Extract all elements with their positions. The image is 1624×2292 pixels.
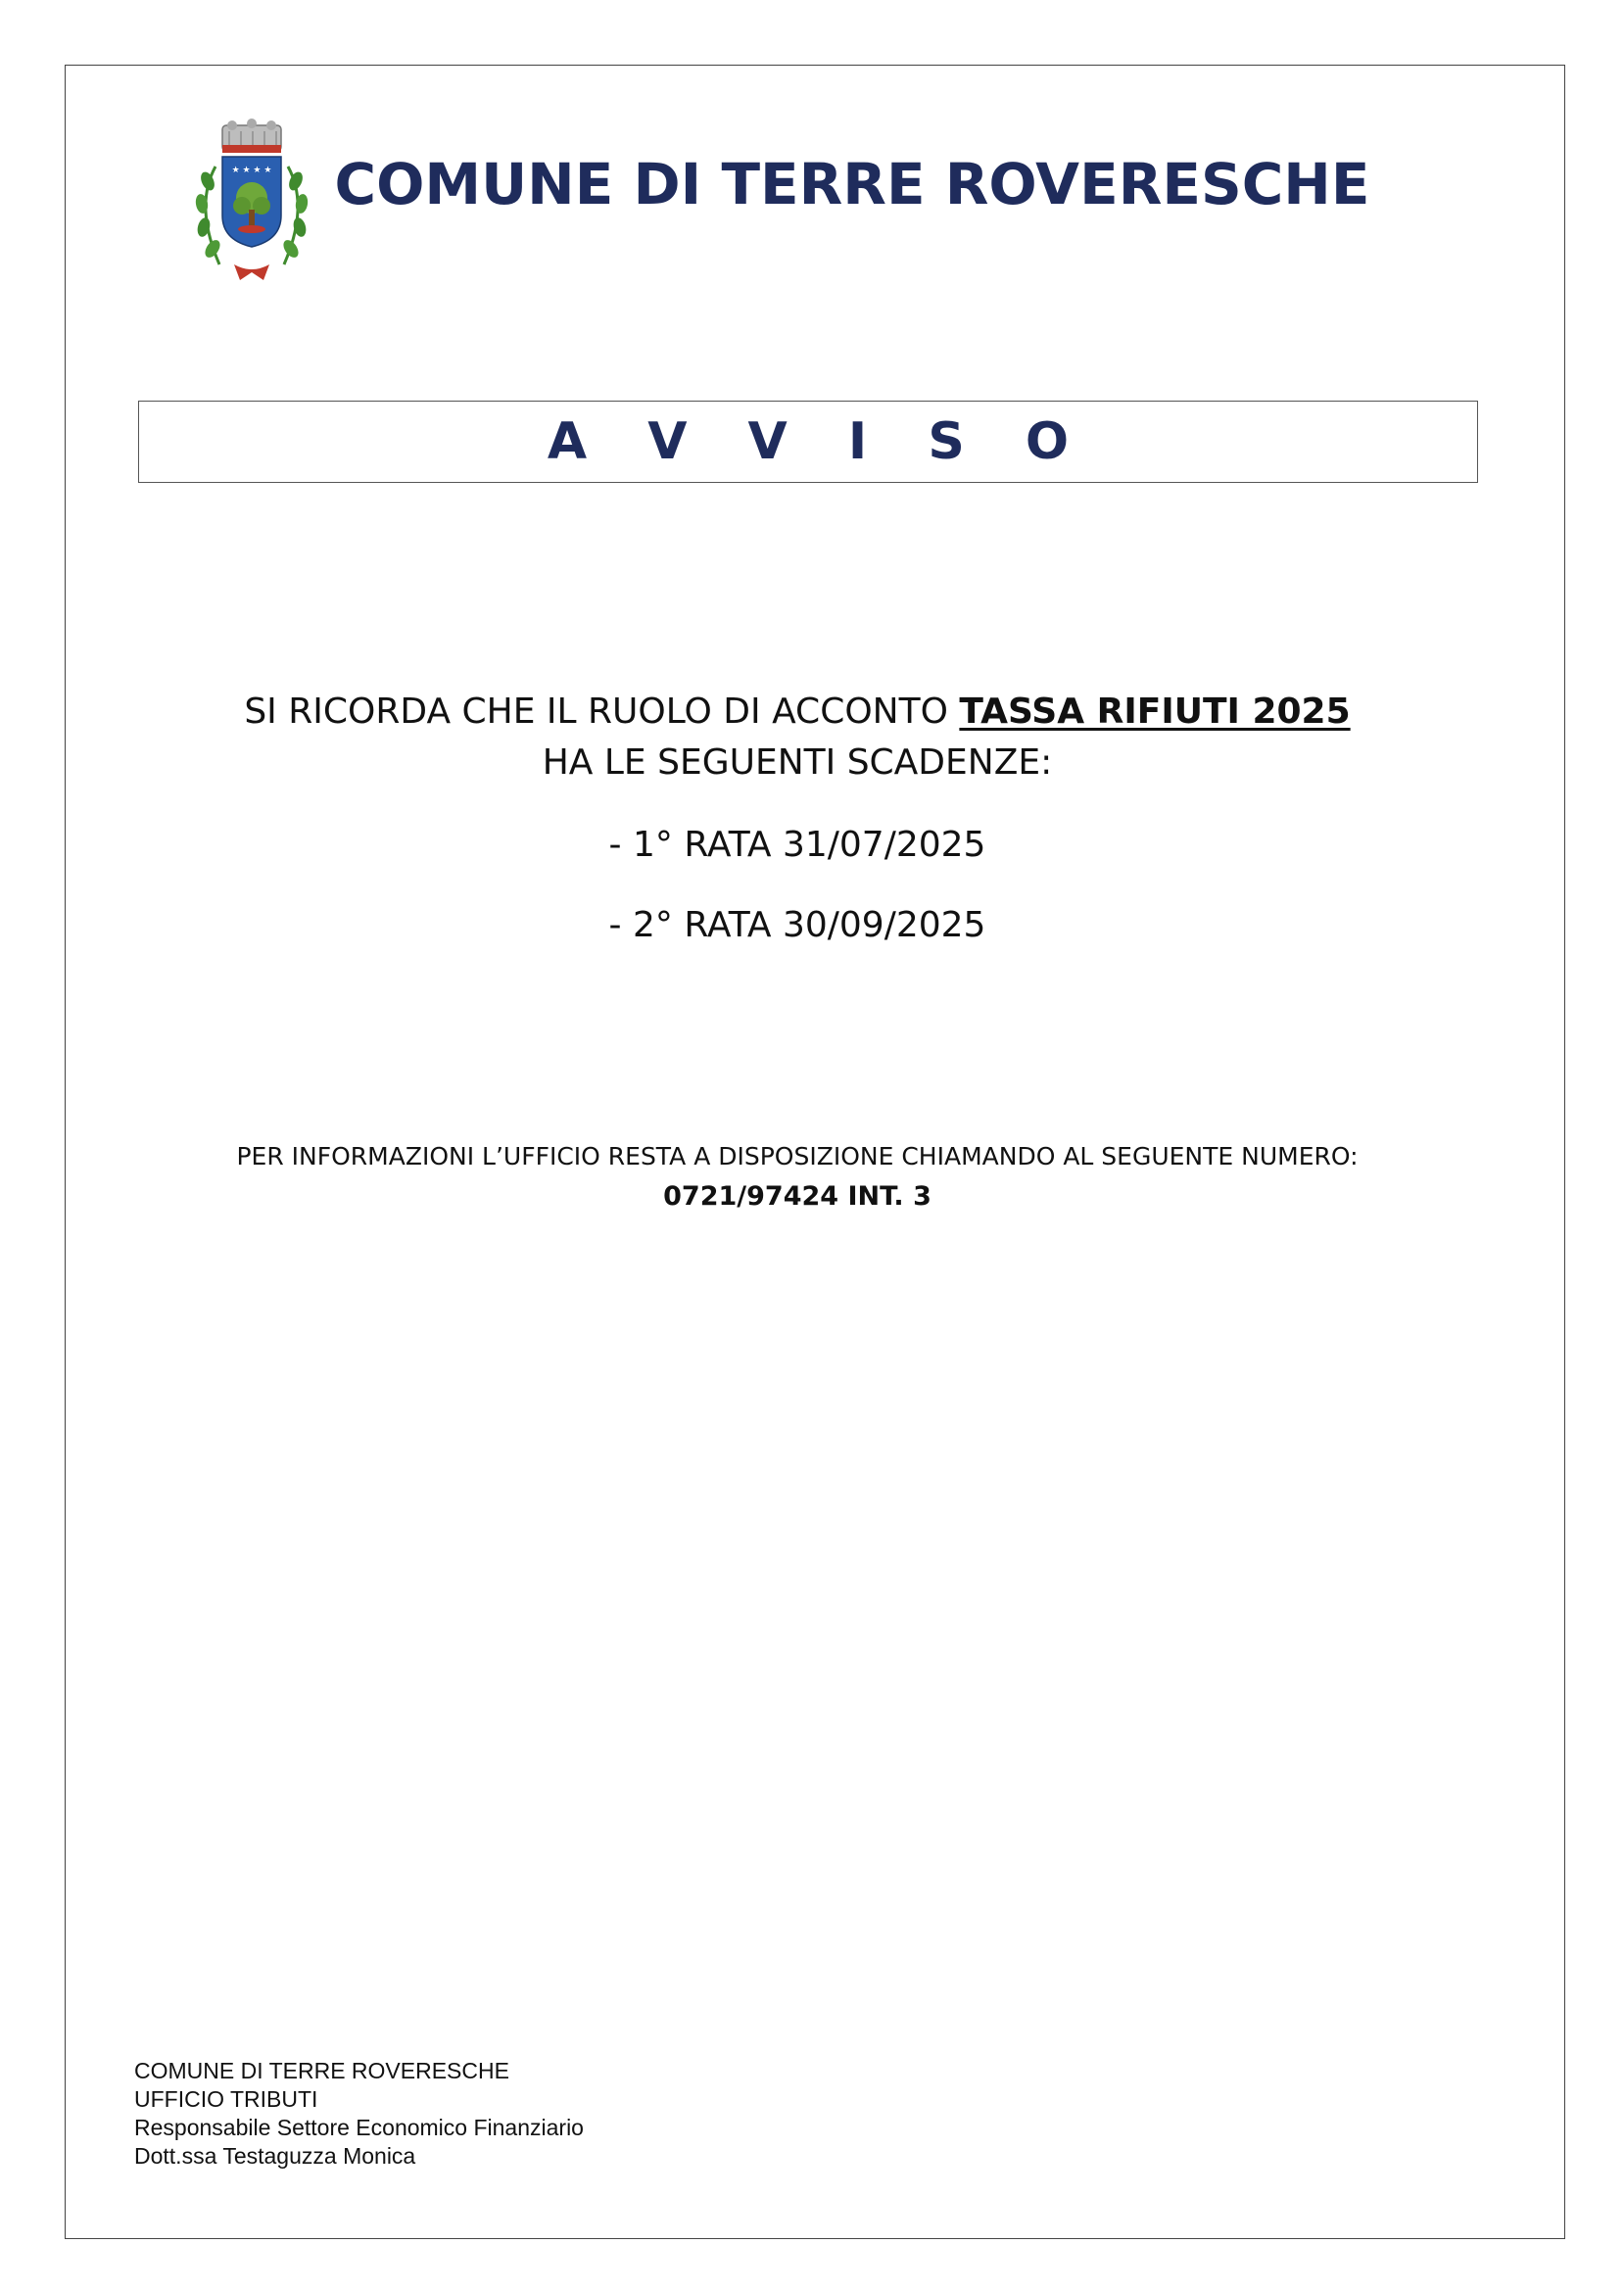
phone-number: 0721/97424 INT. 3 (663, 1181, 931, 1212)
info-text: PER INFORMAZIONI L’UFFICIO RESTA A DISPOSIZIONE CHIAMANDO AL SEGUENTE NUMERO: (236, 1142, 1359, 1170)
reminder-line (98, 692, 1497, 732)
installment-2: - 2° RATA 30/09/2025 (608, 905, 986, 945)
deadlines-intro: HA LE SEGUENTI SCADENZE: (542, 742, 1053, 783)
notice-heading: A V V I S O (547, 412, 1091, 471)
footer-line: Dott.ssa Testaguzza Monica (134, 2143, 416, 2169)
footer-signature (134, 2057, 584, 2171)
footer-line: COMUNE DI TERRE ROVERESCHE (134, 2058, 509, 2083)
svg-text:★ ★ ★ ★: ★ ★ ★ ★ (231, 166, 272, 175)
page-title: COMUNE DI TERRE ROVERESCHE (334, 151, 1370, 217)
municipal-coat-of-arms-icon (180, 118, 323, 284)
installment-1: - 1° RATA 31/07/2025 (608, 825, 986, 865)
footer-line: Responsabile Settore Economico Finanziario (134, 2115, 584, 2140)
notice-heading-box (138, 401, 1478, 483)
footer-line: UFFICIO TRIBUTI (134, 2086, 318, 2112)
tax-name: TASSA RIFIUTI 2025 (959, 692, 1351, 732)
reminder-prefix: SI RICORDA CHE IL RUOLO DI ACCONTO (244, 692, 960, 732)
